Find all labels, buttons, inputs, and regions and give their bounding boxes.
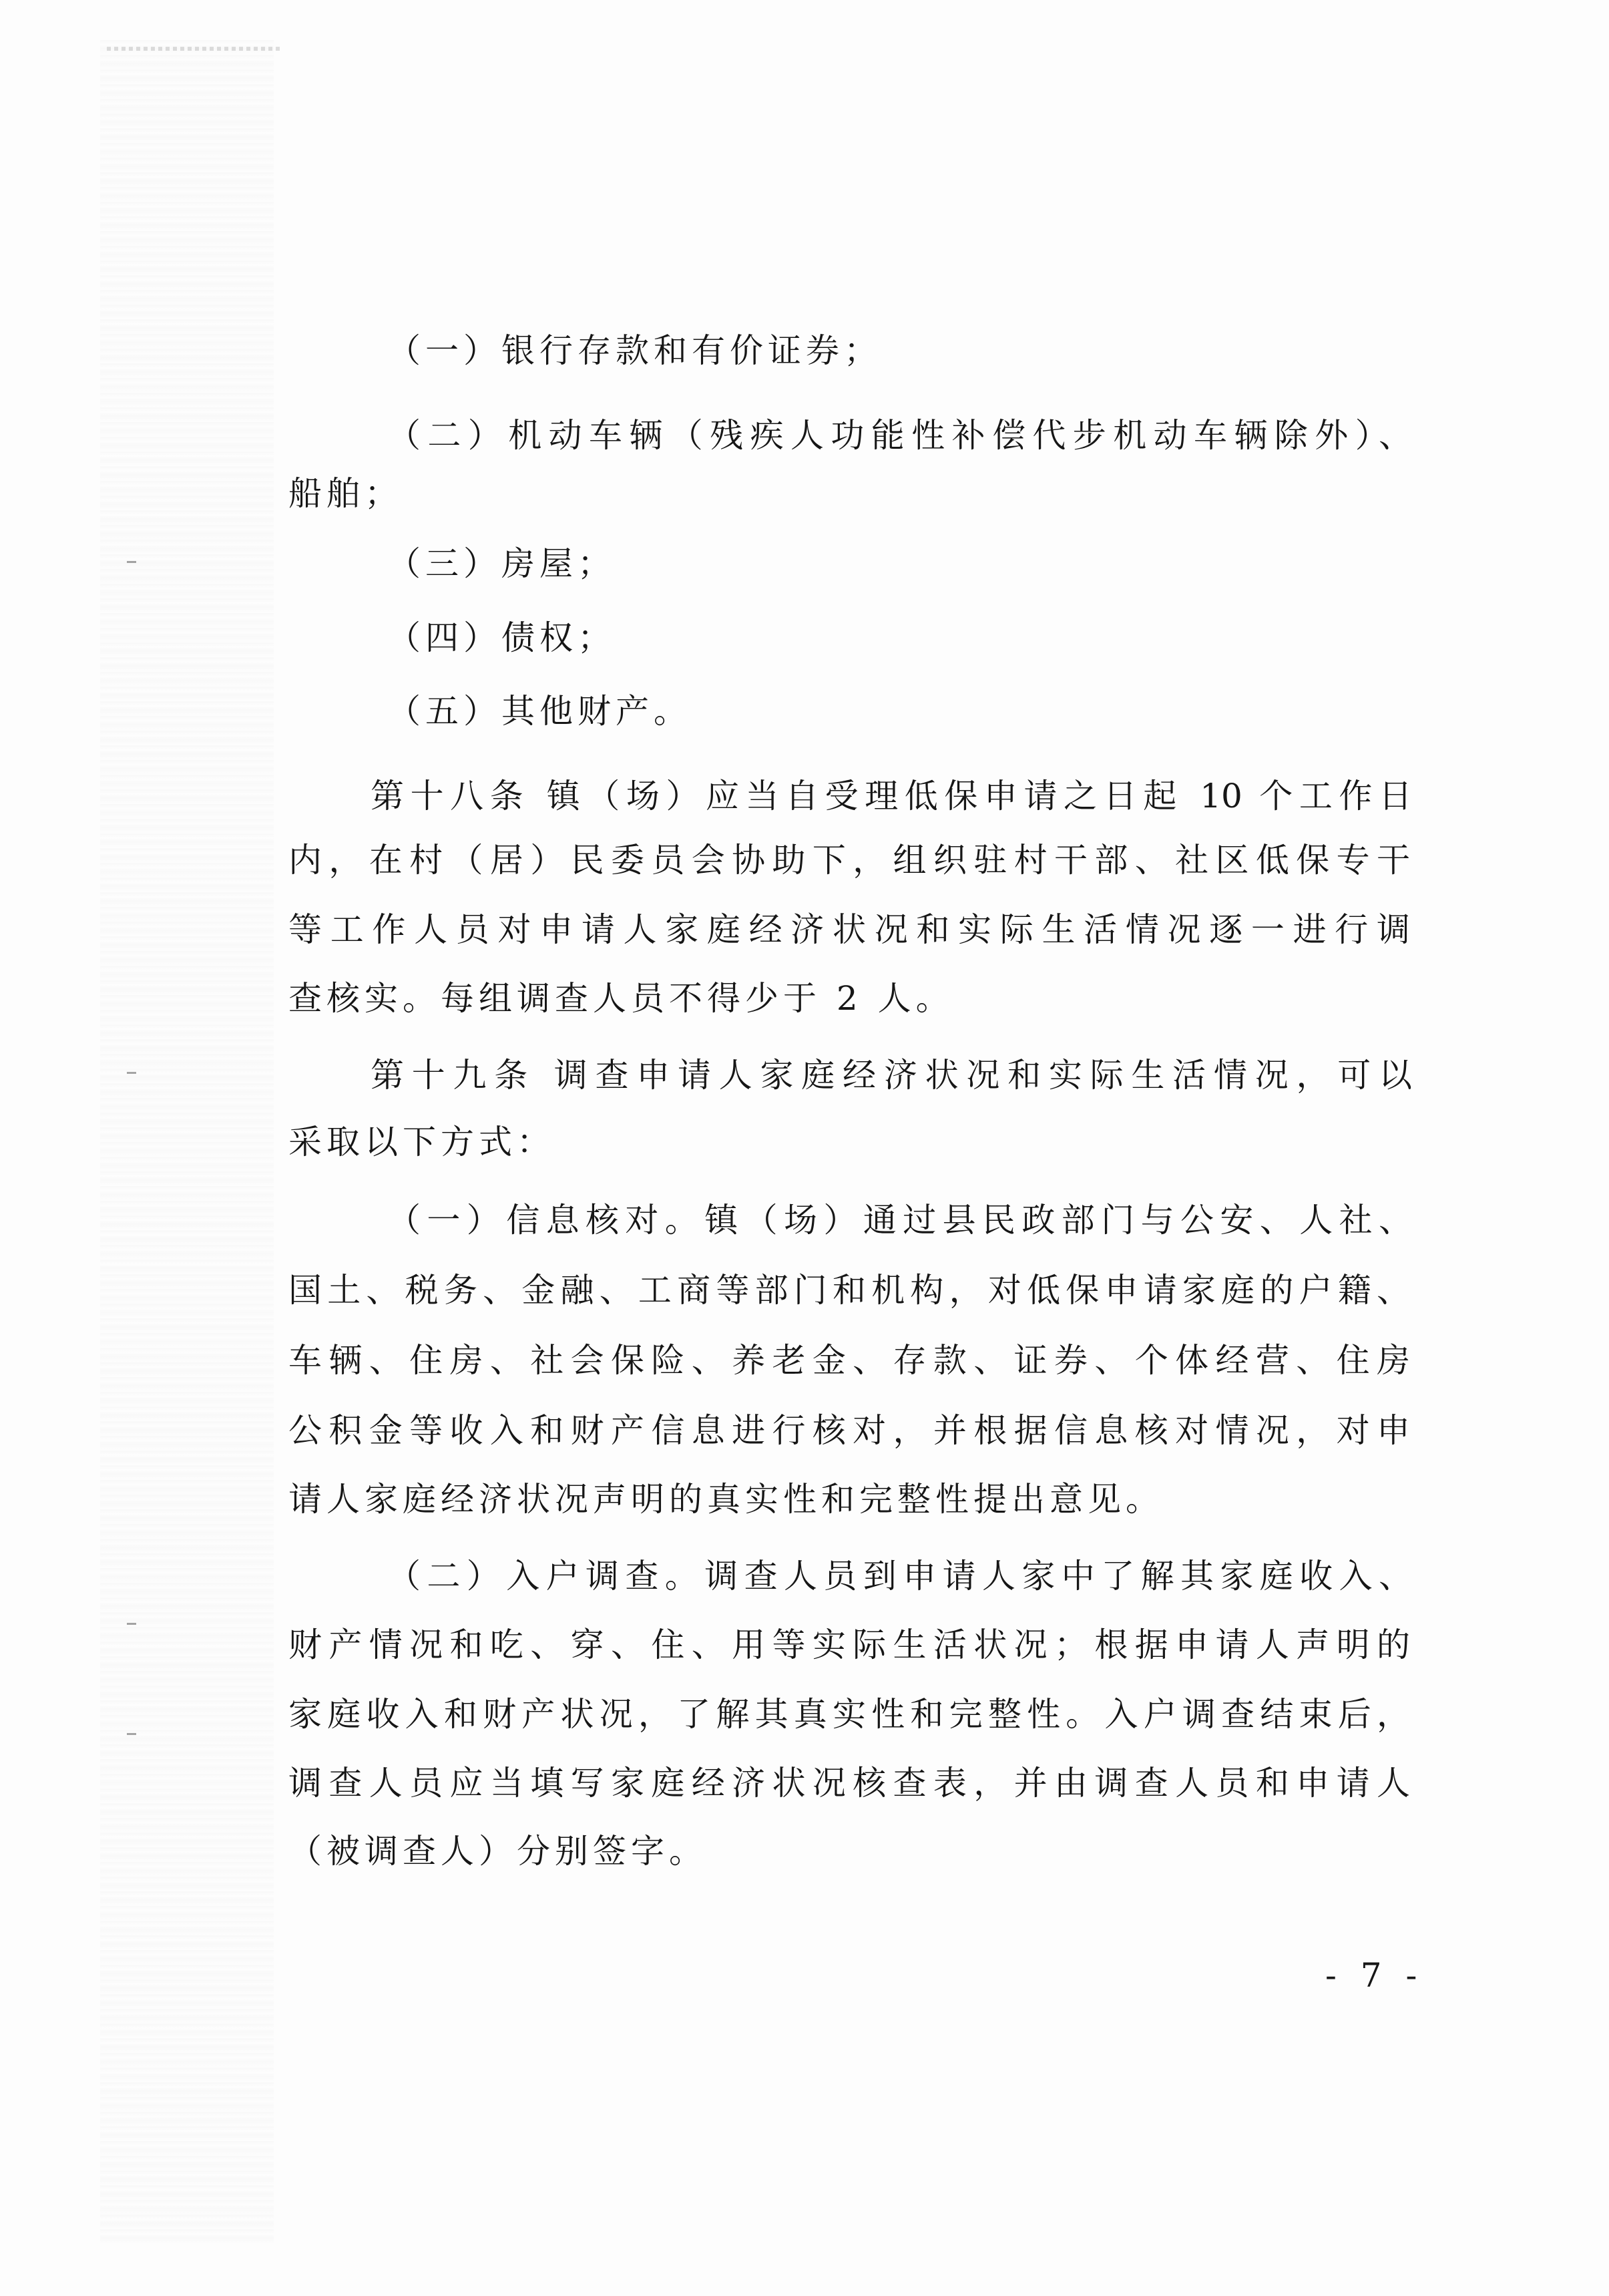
list-item: （三）房屋； — [387, 544, 616, 583]
scan-noise-top — [107, 47, 280, 51]
list-item-continuation: 船舶； — [288, 474, 403, 513]
paragraph-line: （二）入户调查。调查人员到申请人家中了解其家庭收入、 — [387, 1557, 1412, 1595]
paragraph-line: 家庭收入和财产状况，了解其真实性和完整性。入户调查结束后， — [288, 1695, 1410, 1734]
scan-noise — [100, 40, 274, 2244]
list-item: （一）银行存款和有价证券； — [387, 331, 882, 370]
paragraph-line: 车辆、住房、社会保险、养老金、存款、证券、个体经营、住房 — [288, 1341, 1410, 1380]
paragraph-line: 等工作人员对申请人家庭经济状况和实际生活情况逐一进行调 — [288, 910, 1410, 949]
paragraph-line: 财产情况和吃、穿、住、用等实际生活状况；根据申请人声明的 — [288, 1625, 1410, 1664]
page-number: - 7 - — [1325, 1956, 1424, 1995]
paragraph-line: 请人家庭经济状况声明的真实性和完整性提出意见。 — [288, 1480, 1164, 1519]
paragraph-line: （被调查人）分别签字。 — [288, 1832, 707, 1871]
list-item: （五）其他财产。 — [387, 692, 692, 731]
scan-mark — [127, 1733, 136, 1735]
paragraph-line: 国土、税务、金融、工商等部门和机构，对低保申请家庭的户籍、 — [288, 1271, 1410, 1310]
paragraph-line: （一）信息核对。镇（场）通过县民政部门与公安、人社、 — [387, 1201, 1412, 1239]
scan-mark — [127, 561, 136, 563]
list-item: （四）债权； — [387, 618, 616, 657]
scan-mark — [127, 1072, 136, 1074]
list-item: （二）机动车辆（残疾人功能性补偿代步机动车辆除外）、 — [387, 416, 1412, 455]
paragraph-line: 公积金等收入和财产信息进行核对，并根据信息核对情况，对申 — [288, 1411, 1410, 1450]
paragraph-line: 第十九条 调查申请人家庭经济状况和实际生活情况，可以 — [371, 1056, 1412, 1095]
scan-mark — [127, 1623, 136, 1625]
paragraph-line: 查核实。每组调查人员不得少于 2 人。 — [288, 979, 954, 1018]
paragraph-line: 内，在村（居）民委员会协助下，组织驻村干部、社区低保专干 — [288, 841, 1410, 880]
paragraph-line: 第十八条 镇（场）应当自受理低保申请之日起 10 个工作日 — [371, 777, 1412, 815]
paragraph-line: 调查人员应当填写家庭经济状况核查表，并由调查人员和申请人 — [288, 1764, 1410, 1802]
paragraph-line: 采取以下方式： — [288, 1123, 555, 1161]
